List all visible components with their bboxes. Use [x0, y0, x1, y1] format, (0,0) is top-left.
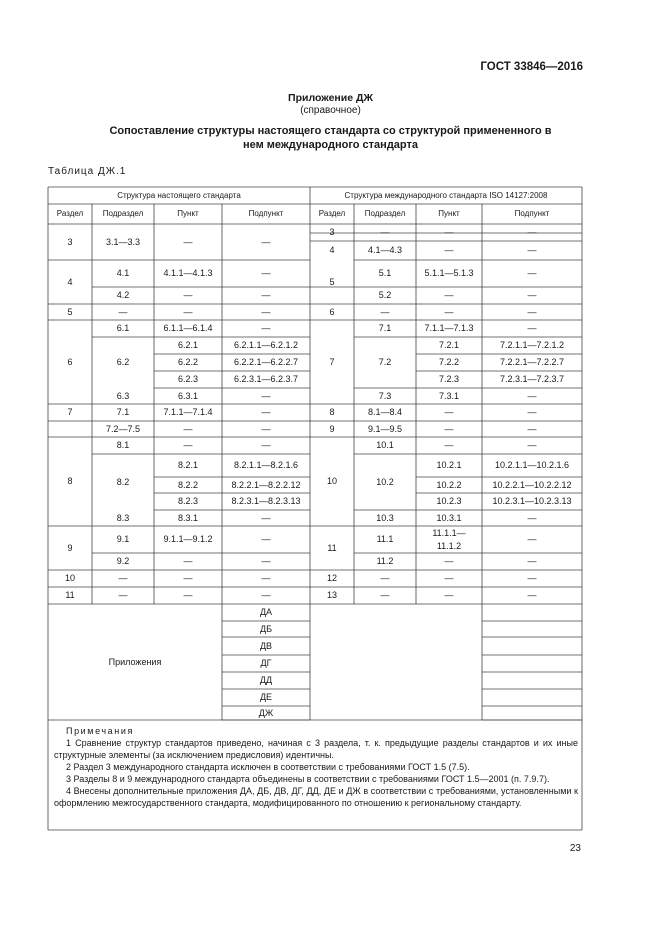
table-cell-empty: —: [527, 534, 537, 544]
table-cell: Раздел: [56, 209, 84, 218]
table-cell: 6.2: [116, 357, 130, 367]
table-cell: 10.3: [376, 513, 394, 523]
table-cell-empty: —: [527, 513, 537, 523]
table-cell-empty: —: [527, 573, 537, 583]
table-cell-empty: —: [444, 407, 454, 417]
table-cell-empty: —: [261, 556, 271, 566]
table-cell-empty: —: [444, 227, 454, 237]
table-cell: 8.3: [116, 513, 130, 523]
table-cell: 12: [326, 573, 337, 583]
table-cell: 10.2.3: [436, 496, 462, 506]
table-cell: 3: [329, 227, 335, 237]
table-cell-empty: —: [380, 307, 390, 317]
table-cell: 8.2.1.1—8.2.1.6: [233, 460, 299, 470]
table-cell: 7.1: [378, 323, 392, 333]
table-cell: 6.3: [116, 391, 130, 401]
table-cell-empty: —: [118, 573, 128, 583]
table-cell-empty: —: [527, 407, 537, 417]
table-cell-empty: —: [261, 237, 271, 247]
table-cell: 7.2.1.1—7.2.1.2: [499, 340, 565, 350]
table-cell-empty: —: [444, 245, 454, 255]
table-cell-empty: —: [261, 424, 271, 434]
table-cell: 5.1: [378, 268, 392, 278]
table-cell: ДЕ: [259, 692, 273, 702]
table-cell-empty: —: [183, 556, 193, 566]
table-cell-empty: —: [444, 556, 454, 566]
table-cell: 8.2.3: [177, 496, 199, 506]
standard-id: ГОСТ 33846—2016: [480, 61, 583, 73]
note-item: 2 Раздел 3 международного стандарта исключен в соответствии с требованиями ГОСТ 1.5 (7.5).: [66, 762, 470, 772]
table-cell-empty: —: [444, 590, 454, 600]
table-cell-empty: —: [261, 440, 271, 450]
document-title: Сопоставление структуры настоящего стандарта со структурой примененного в нем международного стандарта: [109, 125, 552, 151]
page-number: 23: [569, 843, 581, 854]
table-cell: 7.2.3: [438, 374, 460, 384]
table-cell-empty: —: [261, 407, 271, 417]
table-cell: 13: [326, 590, 337, 600]
table-cell-empty: —: [261, 534, 271, 544]
table-cell: 10.2.1.1—10.2.1.6: [494, 460, 570, 470]
table-cell: 4: [67, 277, 73, 287]
table-cell: ДБ: [259, 624, 272, 634]
table-cell-empty: —: [183, 290, 193, 300]
table-cell: 7.2.2: [438, 357, 460, 367]
table-cell-empty: —: [527, 556, 537, 566]
table-cell: 11.1.1—: [432, 528, 466, 538]
table-cell-empty: —: [527, 391, 537, 401]
table-cell-empty: —: [527, 323, 537, 333]
table-cell-empty: —: [444, 424, 454, 434]
table-cell-empty: —: [444, 573, 454, 583]
table-cell-empty: —: [261, 323, 271, 333]
table-cell: 8.3.1: [177, 513, 199, 523]
table-cell: Подпункт: [248, 209, 284, 218]
table-cell: 6.2.3.1—6.2.3.7: [233, 374, 299, 384]
table-cell-empty: —: [380, 227, 390, 237]
table-cell: Пункт: [177, 209, 199, 218]
table-cell-empty: —: [527, 245, 537, 255]
table-cell: 9: [67, 543, 73, 553]
table-cell-empty: —: [444, 307, 454, 317]
table-cell: 8.2: [116, 477, 130, 487]
table-cell-empty: —: [261, 391, 271, 401]
table-cell: 8.2.2.1—8.2.2.12: [231, 480, 301, 490]
note-item: 3 Разделы 8 и 9 международного стандарта объединены в соответствии с требованиями ГОСТ 1.5—2001 (п. 7.9.7).: [66, 774, 550, 784]
table-cell-empty: —: [183, 237, 193, 247]
table-cell: Раздел: [318, 209, 346, 218]
table-cell: 7.2.3.1—7.2.3.7: [499, 374, 565, 384]
table-cell: 11: [327, 543, 337, 553]
table-cell: Подраздел: [364, 209, 406, 218]
table-cell: ДЖ: [258, 708, 274, 718]
table-cell: 6.2.2: [177, 357, 199, 367]
table-cell: 10.2.2: [436, 480, 462, 490]
table-cell-empty: —: [183, 424, 193, 434]
table-cell-empty: —: [380, 590, 390, 600]
table-cell-empty: —: [261, 513, 271, 523]
table-cell: 7.2.1: [438, 340, 460, 350]
table-cell: Подпункт: [514, 209, 550, 218]
table-cell: 10.2.2.1—10.2.2.12: [492, 480, 572, 490]
table-cell: Структура настоящего стандарта: [117, 191, 241, 200]
table-cell: 9.1—9.5: [367, 424, 403, 434]
table-caption: Таблица ДЖ.1: [48, 166, 127, 177]
table-cell: 11.1.2: [436, 541, 462, 551]
appendix-subtitle: (справочное): [300, 105, 361, 116]
table-cell: 7.2—7.5: [105, 424, 141, 434]
table-cell: 7: [329, 357, 335, 367]
table-cell-empty: —: [183, 307, 193, 317]
notes-title: Примечания: [66, 726, 134, 736]
table-cell: Пункт: [438, 209, 460, 218]
table-cell: 8.2.1: [177, 460, 199, 470]
table-cell-empty: —: [380, 573, 390, 583]
table-cell: ДГ: [260, 658, 272, 668]
table-cell: 6.2.3: [177, 374, 199, 384]
table-cell: ДА: [259, 607, 273, 617]
table-cell: 7.1.1—7.1.4: [163, 407, 213, 417]
table-cell: 3: [67, 237, 73, 247]
table-cell-empty: —: [261, 290, 271, 300]
table-cell: 4.1: [116, 268, 130, 278]
table-cell: ДВ: [259, 641, 273, 651]
table-cell: Приложения: [108, 657, 162, 667]
table-cell-empty: —: [527, 290, 537, 300]
table-cell-empty: —: [183, 573, 193, 583]
table-cell: 5.1.1—5.1.3: [424, 268, 474, 278]
table-cell: 9: [329, 424, 335, 434]
appendix-title: Приложение ДЖ: [288, 92, 373, 104]
table-cell: 6.2.1.1—6.2.1.2: [233, 340, 299, 350]
table-cell: Структура международного стандарта ISO 14127:2008: [344, 191, 548, 200]
table-cell-empty: —: [183, 590, 193, 600]
table-cell-empty: —: [527, 307, 537, 317]
table-cell: 10: [326, 476, 337, 486]
table-cell: 8.1: [116, 440, 130, 450]
table-cell: 9.2: [116, 556, 130, 566]
table-cell-empty: —: [527, 440, 537, 450]
table-cell: 4.1.1—4.1.3: [163, 268, 213, 278]
table-cell: 10.3.1: [436, 513, 462, 523]
table-cell: 11.2: [376, 556, 394, 566]
notes-block: [54, 725, 578, 809]
table-cell-empty: —: [183, 440, 193, 450]
table-cell: 8.2.2: [177, 480, 199, 490]
table-cell: 6: [329, 307, 335, 317]
table-cell: 10: [64, 573, 75, 583]
table-cell: 7.1.1—7.1.3: [424, 323, 474, 333]
table-cell: 10.2.1: [436, 460, 462, 470]
table-cell-empty: —: [118, 307, 128, 317]
table-cell: 4: [329, 245, 335, 255]
table-cell: 5: [67, 307, 73, 317]
table-cell: 8.1—8.4: [367, 407, 403, 417]
table-cell: 4.1—4.3: [367, 245, 403, 255]
table-cell-empty: —: [261, 573, 271, 583]
table-cell: 3.1—3.3: [105, 237, 141, 247]
table-cell-empty: —: [261, 268, 271, 278]
table-cell: 5: [329, 277, 335, 287]
table-cell: 7: [67, 407, 73, 417]
table-cell: 11.1: [376, 534, 394, 544]
table-cell: 8: [67, 476, 73, 486]
table-cell-empty: —: [444, 290, 454, 300]
table-cell: 7.3: [378, 391, 392, 401]
table-cell: 4.2: [116, 290, 130, 300]
note-item: 4 Внесены дополнительные приложения ДА, ДБ, ДВ, ДГ, ДД, ДЕ и ДЖ в соответствии с требованиями, установленными к оформлению межгосударственного стандарта, модифицированного по отношению к региональному стандарту.: [54, 786, 578, 808]
note-item: 1 Сравнение структур стандартов приведено, начиная с 3 раздела, т. к. предыдущие разделы стандартов и их иные структурные элементы (за исключением предисловия) идентичны.: [54, 738, 578, 760]
table-cell: 7.2: [378, 357, 392, 367]
table-cell: 6.1: [116, 323, 130, 333]
table-cell-empty: —: [261, 590, 271, 600]
table-cell: 6.1.1—6.1.4: [163, 323, 213, 333]
table-cell: 10.2: [376, 477, 394, 487]
table-cell: 9.1: [116, 534, 130, 544]
table-cell: 5.2: [378, 290, 392, 300]
table-cell-empty: —: [444, 440, 454, 450]
table-cell: 11: [65, 590, 75, 600]
table-cell: 6: [67, 357, 73, 367]
table-cell-empty: —: [527, 268, 537, 278]
table-cell-empty: —: [527, 424, 537, 434]
table-cell: 6.2.1: [177, 340, 199, 350]
table-cell: 7.3.1: [438, 391, 460, 401]
table-cell: 6.2.2.1—6.2.2.7: [233, 357, 299, 367]
table-cell: 7.1: [116, 407, 130, 417]
table-cell: Подраздел: [102, 209, 144, 218]
table-cell-empty: —: [527, 227, 537, 237]
table-cell-empty: —: [261, 307, 271, 317]
table-cell: ДД: [259, 675, 273, 685]
table-cell: 7.2.2.1—7.2.2.7: [499, 357, 565, 367]
table-cell: 9.1.1—9.1.2: [163, 534, 213, 544]
table-cell-empty: —: [118, 590, 128, 600]
table-cell: 10.2.3.1—10.2.3.13: [492, 496, 572, 506]
table-cell: 6.3.1: [177, 391, 199, 401]
table-cell-empty: —: [527, 590, 537, 600]
table-cell: 8: [329, 407, 335, 417]
table-cell: 8.2.3.1—8.2.3.13: [231, 496, 301, 506]
table-cell: 10.1: [376, 440, 394, 450]
